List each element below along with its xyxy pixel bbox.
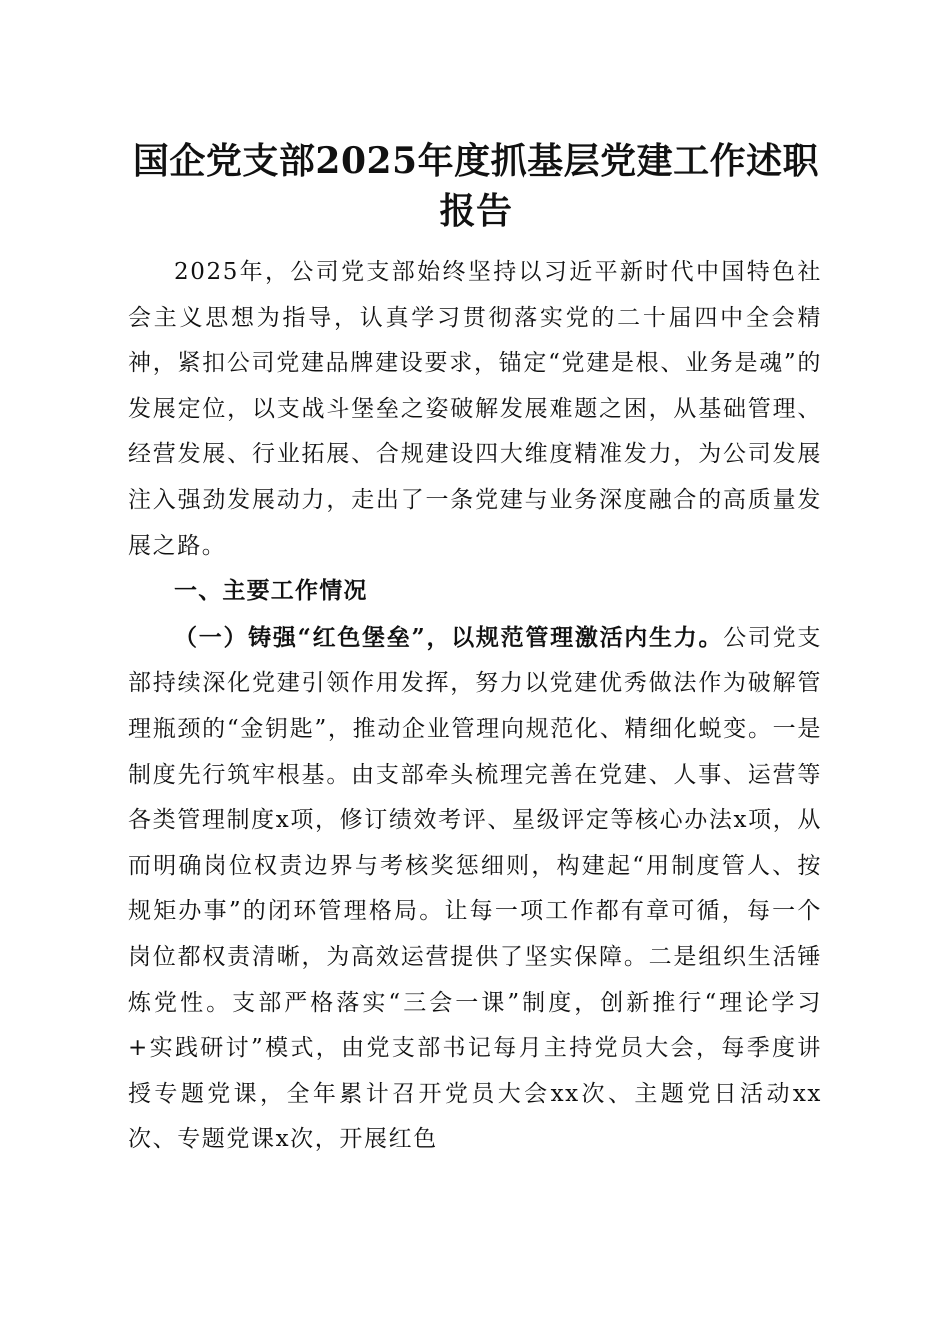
document-body (128, 250, 822, 1163)
subsection-body-1: 公司党支部持续深化党建引领作用发挥，努力以党建优秀做法作为破解管理瓶颈的“金钥匙”，推动企业管理向规范化、精细化蜕变。一是制度先行筑牢根基。由支部牵头梳理完善在党建、人事、运营等各类管理制度x项，修订绩效考评、星级评定等核心办法x项，从而明确岗位权责边界与考核奖惩细则，构建起“用制度管人、按规矩办事”的闭环管理格局。让每一项工作都有章可循，每一个岗位都权责清晰，为高效运营提供了坚实保障。二是组织生活锤炼党性。支部严格落实“三会一课”制度，创新推行“理论学习+实践研讨”模式，由党支部书记每月主持党员大会，每季度讲授专题党课，全年累计召开党员大会xx次、主题党日活动xx次、专题党课x次，开展红色 (128, 624, 822, 1153)
document-title: 国企党支部2025年度抓基层党建工作述职报告 (132, 140, 820, 232)
intro-paragraph: 2025年，公司党支部始终坚持以习近平新时代中国特色社会主义思想为指导，认真学习贯彻落实党的二十届四中全会精神，紧扣公司党建品牌建设要求，锚定“党建是根、业务是魂”的发展定位，以支战斗堡垒之姿破解发展难题之困，从基础管理、经营发展、行业拓展、合规建设四大维度精准发力，为公司发展注入强劲发展动力，走出了一条党建与业务深度融合的高质量发展之路。 (128, 259, 822, 559)
subsection-paragraph-1 (128, 615, 822, 1163)
section-heading-main-work: 一、主要工作情况 (174, 578, 368, 605)
subsection-heading-1: （一）铸强“红色堡垒”，以规范管理激活内生力。 (174, 623, 724, 651)
